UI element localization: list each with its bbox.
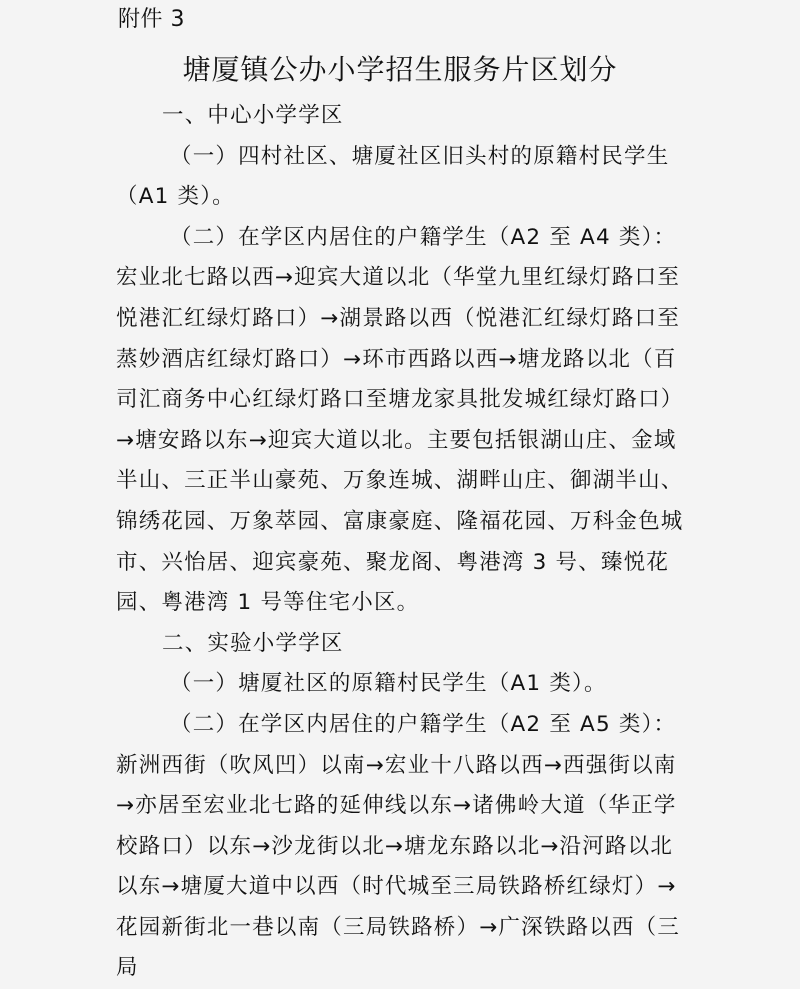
paragraph-experimental-a1: （一）塘厦社区的原籍村民学生（A1 类）。 [170,671,607,697]
attachment-label: 附件 3 [118,7,185,32]
section-heading-experimental-school: 二、实验小学学区 [162,630,344,656]
document-title: 塘厦镇公办小学招生服务片区划分 [182,53,618,86]
paragraph-experimental-a2-a5: （二）在学区内居住的户籍学生（A2 至 A5 类）：新洲西街（吹风凹）以南→宏业十八路以西→西强街以南→亦居至宏业北七路的延伸线以东→诸佛岭大道（华正学校路口）以东→沙龙街以北→塘龙东路以北→沿河路以北以东→塘厦大道中以西（时代城至三局铁路桥红绿灯）→花园新街北一巷以南（三局铁路桥）→广深铁路以西（三局 [116,711,681,981]
paragraph-central-a1: （一）四村社区、塘厦社区旧头村的原籍村民学生（A1 类）。 [116,143,670,210]
document-body [116,96,686,989]
section-heading-central-school: 一、中心小学学区 [162,103,344,128]
paragraph-central-a2-a4: （二）在学区内居住的户籍学生（A2 至 A4 类）：宏业北七路以西→迎宾大道以北（华堂九里红绿灯路口至悦港汇红绿灯路口）→湖景路以西（悦港汇红绿灯路口至蒸妙酒店红绿灯路口）→环市西路以西→塘龙路以北（百司汇商务中心红绿灯路口至塘龙家具批发城红绿灯路口）→塘安路以东→迎宾大道以北。主要包括银湖山庄、金域半山、三正半山豪苑、万象连城、湖畔山庄、御湖半山、锦绣花园、万象萃园、富康豪庭、隆福花园、万科金色城市、兴怡居、迎宾豪苑、聚龙阁、粤港湾 3 号、臻悦花园、粤港湾 1 号等住宅小区。 [116,224,684,616]
